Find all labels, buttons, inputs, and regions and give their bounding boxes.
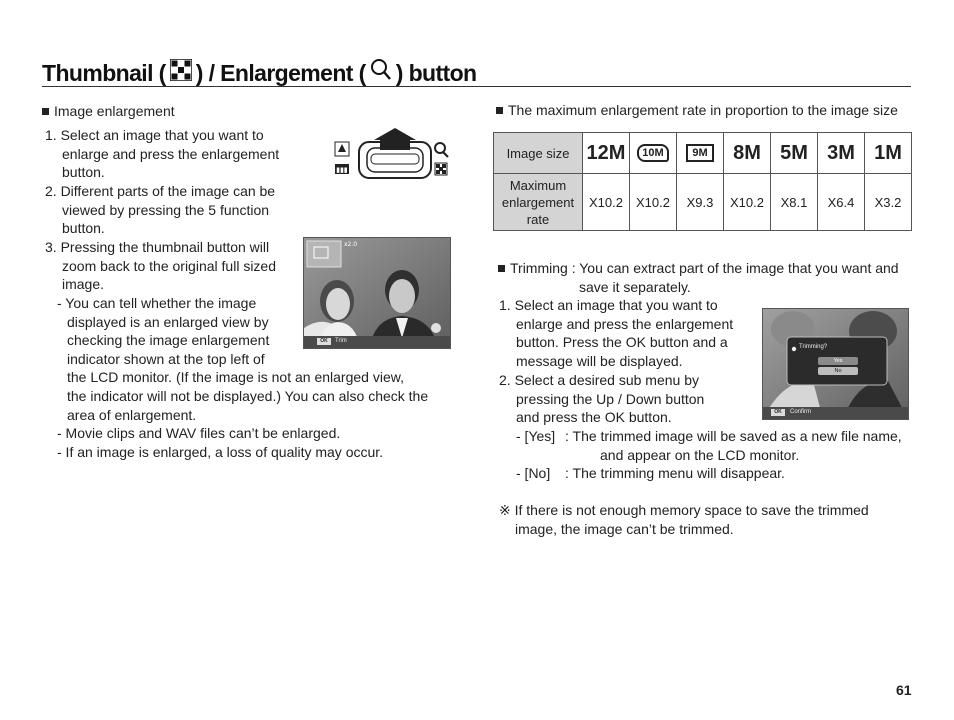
- rate-cell: X6.4: [818, 174, 865, 231]
- ok-key-label: OK: [774, 409, 782, 415]
- table-row-image-size: [494, 133, 912, 174]
- no-option-key: - [No]: [516, 465, 551, 481]
- title-text-1: Thumbnail (: [42, 59, 166, 86]
- step2: 2. Different parts of the image can be viewed by pressing the 5 function button.: [45, 183, 276, 237]
- confirm-label: Confirm: [790, 409, 812, 415]
- dialog-title: Trimming?: [799, 344, 828, 350]
- svg-text:▮▮▮: ▮▮▮: [336, 166, 348, 174]
- yes-option-desc: : The trimmed image will be saved as a new file name, and appear on the LCD monitor.: [565, 428, 902, 463]
- table-row-max-rate: [494, 174, 912, 231]
- thumbnail-grid-icon: [170, 59, 192, 87]
- size-10m-icon: 10M: [630, 133, 677, 174]
- size-3m-icon: 3M: [818, 133, 865, 174]
- yes-option-key: - [Yes]: [516, 428, 556, 444]
- right-heading: The maximum enlargement rate in proportion to the image size: [496, 101, 898, 120]
- rate-cell: X10.2: [724, 174, 771, 231]
- page-number: 61: [896, 682, 912, 698]
- dialog-yes-option[interactable]: Yes: [833, 358, 843, 364]
- trim-step1: 1. Select an image that you want to enlarge and press the enlargement button. Press the OK button and a message will be displayed.: [499, 297, 734, 369]
- trim-step2: 2. Select a desired sub menu by pressing the Up / Down button and press the OK button.: [499, 372, 705, 426]
- dialog-no-option[interactable]: No: [834, 368, 842, 374]
- trimming-dialog-screen: [762, 308, 909, 420]
- rate-cell: X10.2: [630, 174, 677, 231]
- svg-text:x2.0: x2.0: [344, 241, 358, 248]
- rate-cell: X8.1: [771, 174, 818, 231]
- no-option-desc: : The trimming menu will disappear.: [565, 465, 785, 481]
- memory-note: ※ If there is not enough memory space to save the trimmed image, the image can’t be trimmed.: [499, 502, 869, 537]
- magnifier-icon: [370, 58, 392, 88]
- zoom-lever-illustration: [333, 128, 451, 180]
- bullet-square-icon: [496, 107, 503, 114]
- size-12m-icon: 12M: [583, 133, 630, 174]
- size-8m-icon: 8M: [724, 133, 771, 174]
- step1: 1. Select an image that you want to enlarge and press the enlargement button.: [45, 127, 280, 181]
- enlarged-view-photo: [303, 237, 451, 349]
- table-header-max-rate: Maximum enlargement rate: [494, 174, 583, 231]
- note-enlarged-indicator: - You can tell whether the image displayed is an enlarged view by checking the image enlargement indicator shown at the top left of the LCD monitor. (If the image is not an enlarged view, the indicator will not be displayed.) You can also check the area of enlargement.: [57, 295, 429, 423]
- title-rule: [42, 86, 911, 87]
- trim-label: Trim: [335, 338, 347, 344]
- note-quality: - If an image is enlarged, a loss of quality may occur.: [57, 444, 384, 460]
- table-header-image-size: Image size: [494, 133, 583, 174]
- step3: 3. Pressing the thumbnail button will zoom back to the original full sized image.: [45, 239, 276, 293]
- note-movie: - Movie clips and WAV files can’t be enlarged.: [57, 425, 341, 441]
- enlargement-rate-table: [493, 132, 912, 231]
- title-text-2: ) / Enlargement (: [195, 59, 366, 86]
- rate-cell: X9.3: [677, 174, 724, 231]
- title-text-3: ) button: [395, 59, 477, 86]
- bullet-square-icon: [498, 265, 505, 272]
- page-title: [42, 58, 476, 88]
- rate-cell: X3.2: [865, 174, 912, 231]
- size-1m-icon: 1M: [865, 133, 912, 174]
- trimming-intro: Trimming : You can extract part of the image that you want and save it separately.: [498, 259, 899, 296]
- bullet-square-icon: [42, 108, 49, 115]
- left-heading: Image enlargement: [42, 102, 175, 121]
- ok-key-label: OK: [320, 338, 328, 344]
- size-5m-icon: 5M: [771, 133, 818, 174]
- rate-cell: X10.2: [583, 174, 630, 231]
- size-9m-icon: 9M: [677, 133, 724, 174]
